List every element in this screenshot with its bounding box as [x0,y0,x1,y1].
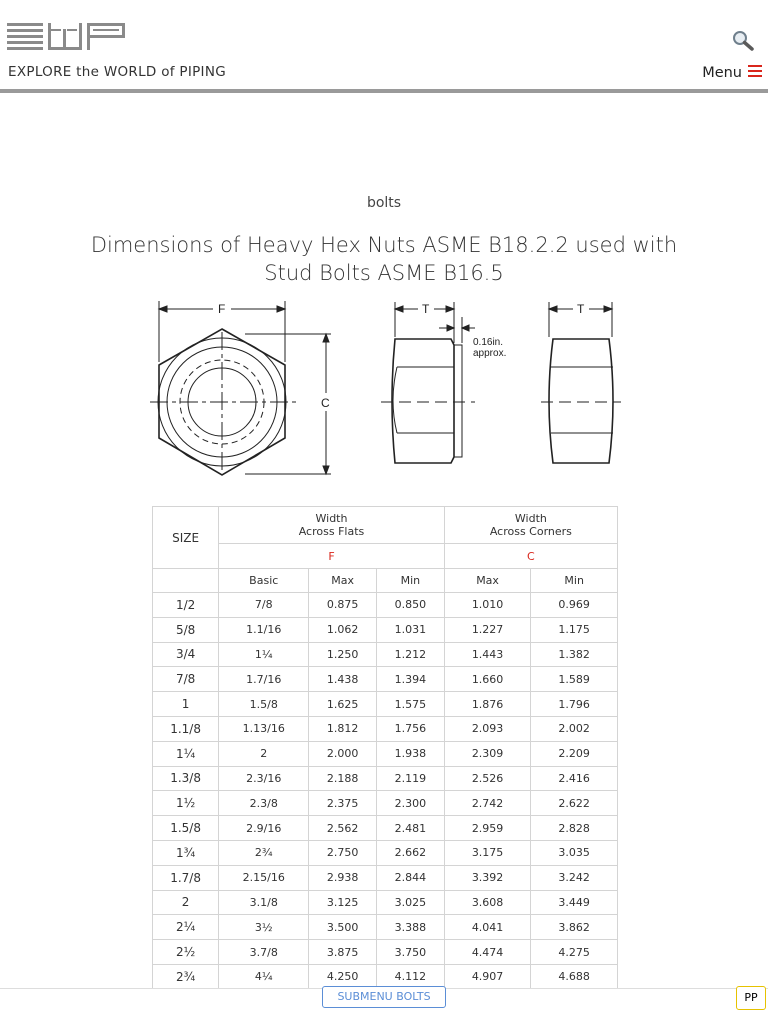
table-row [153,716,618,741]
washer-face-note: 0.16in. [473,337,504,348]
size-cell: 1/2 [153,593,219,618]
dimension-label-t: T [422,302,430,316]
corners-symbol: C [444,544,617,569]
table-row [153,791,618,816]
table-row [153,890,618,915]
flats-max-cell: 1.438 [309,667,377,692]
flats-max-cell: 1.625 [309,692,377,717]
flats-max-cell: 2.562 [309,816,377,841]
flats-min-cell: 2.844 [377,865,445,890]
corners-header-line2: Across Corners [489,525,572,538]
flats-min-cell: 2.119 [377,766,445,791]
corners-min-cell: 2.416 [531,766,618,791]
sub-header-basic: Basic [219,569,309,593]
table-row [153,741,618,766]
corners-max-cell: 3.608 [444,890,531,915]
flats-min-cell: 1.394 [377,667,445,692]
flats-max-cell: 2.375 [309,791,377,816]
flats-max-cell: 1.812 [309,716,377,741]
flats-symbol: F [219,544,445,569]
flats-basic-cell: 3½ [219,915,309,940]
table-row [153,617,618,642]
table-row [153,593,618,618]
corners-header-line1: Width [514,512,547,525]
size-cell: 2½ [153,940,219,965]
table-row [153,816,618,841]
corners-max-cell: 2.093 [444,716,531,741]
table-row [153,667,618,692]
size-cell: 2¾ [153,964,219,989]
table-row [153,940,618,965]
flats-max-cell: 0.875 [309,593,377,618]
flats-max-cell: 3.125 [309,890,377,915]
corners-max-cell: 1.876 [444,692,531,717]
flats-basic-cell: 2 [219,741,309,766]
flats-basic-cell: 2.3/16 [219,766,309,791]
flats-min-cell: 1.938 [377,741,445,766]
flats-min-cell: 1.212 [377,642,445,667]
corners-min-cell: 1.589 [531,667,618,692]
flats-basic-cell: 1.1/16 [219,617,309,642]
site-header [0,0,768,90]
corners-min-cell: 1.175 [531,617,618,642]
flats-max-cell: 2.750 [309,840,377,865]
corners-max-cell: 4.474 [444,940,531,965]
flats-max-cell: 2.000 [309,741,377,766]
flats-min-cell: 3.025 [377,890,445,915]
blank-header-cell [153,569,219,593]
corners-max-cell: 1.443 [444,642,531,667]
size-cell: 5/8 [153,617,219,642]
corners-max-cell: 2.309 [444,741,531,766]
flats-min-cell: 0.850 [377,593,445,618]
sub-header-flats-max: Max [309,569,377,593]
table-row [153,865,618,890]
dimension-label-t-2: T [577,302,585,316]
corners-max-cell: 4.907 [444,964,531,989]
flats-max-cell: 4.250 [309,964,377,989]
size-column-header: SIZE [153,507,219,569]
table-row [153,915,618,940]
flats-basic-cell: 2.3/8 [219,791,309,816]
dimension-label-f: F [218,302,226,316]
corners-group-header [444,507,617,544]
washer-face-note-2: approx. [473,348,507,359]
size-cell: 7/8 [153,667,219,692]
flats-max-cell: 2.188 [309,766,377,791]
size-cell: 1¼ [153,741,219,766]
sub-header-corners-max: Max [444,569,531,593]
flats-min-cell: 2.481 [377,816,445,841]
corners-max-cell: 1.660 [444,667,531,692]
menu-button[interactable] [702,65,762,81]
table-body [153,593,618,990]
table-row [153,642,618,667]
flats-header-line2: Across Flats [298,525,365,538]
corners-min-cell: 4.688 [531,964,618,989]
nut-dimensions-table [152,506,618,990]
corners-max-cell: 3.392 [444,865,531,890]
size-cell: 1¾ [153,840,219,865]
size-cell: 3/4 [153,642,219,667]
flats-basic-cell: 2.15/16 [219,865,309,890]
flats-basic-cell: 1.13/16 [219,716,309,741]
corners-min-cell: 1.382 [531,642,618,667]
flats-basic-cell: 2.9/16 [219,816,309,841]
corners-max-cell: 4.041 [444,915,531,940]
table-row [153,766,618,791]
size-cell: 1.1/8 [153,716,219,741]
flats-header-line1: Width [315,512,348,525]
site-tagline: EXPLORE the WORLD of PIPING [8,64,227,80]
menu-label: Menu [702,65,742,81]
corners-max-cell: 1.227 [444,617,531,642]
flats-min-cell: 2.300 [377,791,445,816]
flats-max-cell: 1.062 [309,617,377,642]
table-row [153,840,618,865]
flats-basic-cell: 4¼ [219,964,309,989]
flats-max-cell: 1.250 [309,642,377,667]
corners-min-cell: 3.035 [531,840,618,865]
flats-min-cell: 4.112 [377,964,445,989]
size-cell: 1 [153,692,219,717]
flats-basic-cell: 1.5/8 [219,692,309,717]
flats-min-cell: 2.662 [377,840,445,865]
size-cell: 1.7/8 [153,865,219,890]
flats-basic-cell: 1¼ [219,642,309,667]
corners-min-cell: 2.002 [531,716,618,741]
corners-min-cell: 4.275 [531,940,618,965]
flats-basic-cell: 7/8 [219,593,309,618]
corners-min-cell: 1.796 [531,692,618,717]
flats-basic-cell: 3.7/8 [219,940,309,965]
corners-max-cell: 2.526 [444,766,531,791]
sub-header-flats-min: Min [377,569,445,593]
site-logo[interactable] [7,23,127,55]
hamburger-icon [748,65,762,81]
corners-max-cell: 2.959 [444,816,531,841]
corners-min-cell: 2.622 [531,791,618,816]
flats-basic-cell: 2¾ [219,840,309,865]
size-cell: 1.3/8 [153,766,219,791]
page-title: Dimensions of Heavy Hex Nuts ASME B18.2.2 used with Stud Bolts ASME B16.5 [90,233,678,285]
size-cell: 1.5/8 [153,816,219,841]
table-row [153,692,618,717]
corners-min-cell: 2.828 [531,816,618,841]
corners-min-cell: 2.209 [531,741,618,766]
flats-min-cell: 1.756 [377,716,445,741]
flats-max-cell: 3.875 [309,940,377,965]
submenu-bolts-button[interactable]: SUBMENU BOLTS [322,986,446,1008]
flats-max-cell: 3.500 [309,915,377,940]
header-divider [0,89,768,93]
corners-max-cell: 3.175 [444,840,531,865]
flats-min-cell: 3.388 [377,915,445,940]
flats-min-cell: 1.575 [377,692,445,717]
corners-min-cell: 0.969 [531,593,618,618]
flats-group-header [219,507,445,544]
flats-min-cell: 3.750 [377,940,445,965]
size-cell: 2¼ [153,915,219,940]
heavy-hex-nut-drawing [145,297,625,486]
flats-basic-cell: 3.1/8 [219,890,309,915]
flats-basic-cell: 1.7/16 [219,667,309,692]
corners-min-cell: 3.862 [531,915,618,940]
flats-max-cell: 2.938 [309,865,377,890]
corners-min-cell: 3.449 [531,890,618,915]
corners-max-cell: 1.010 [444,593,531,618]
dimension-label-c: C [321,396,330,410]
pp-button[interactable]: PP [736,986,766,1010]
search-icon[interactable] [732,30,754,56]
breadcrumb-category[interactable]: bolts [366,195,402,211]
flats-min-cell: 1.031 [377,617,445,642]
size-cell: 1½ [153,791,219,816]
corners-max-cell: 2.742 [444,791,531,816]
corners-min-cell: 3.242 [531,865,618,890]
size-cell: 2 [153,890,219,915]
sub-header-corners-min: Min [531,569,618,593]
